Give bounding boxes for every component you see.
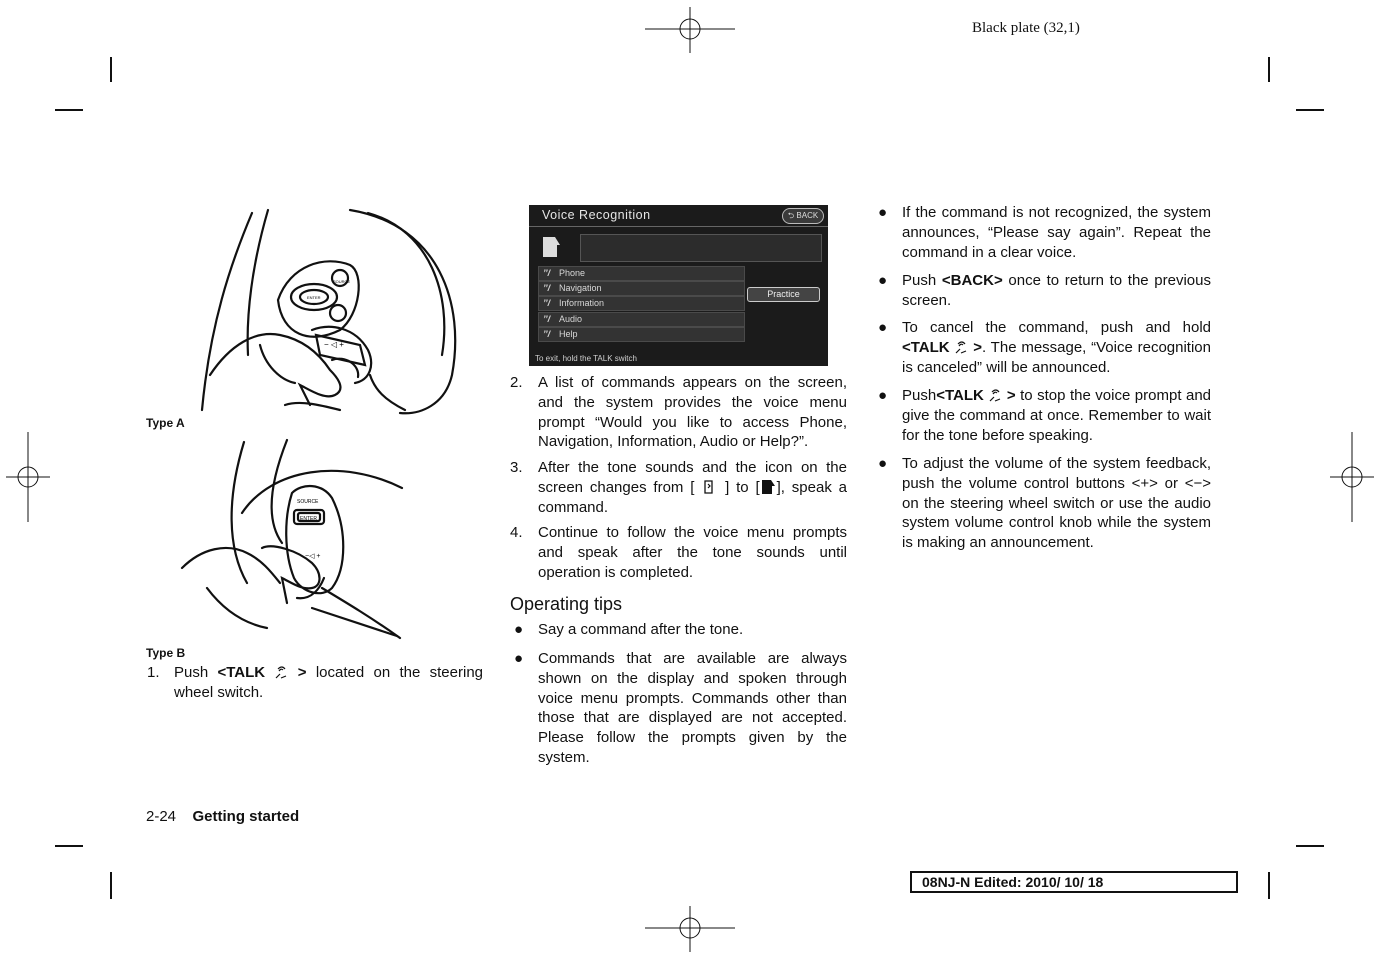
step-1-talk-cmd-end: > (297, 664, 307, 681)
screen-divider (529, 226, 828, 227)
page-footer (146, 808, 299, 826)
talk-icon (988, 389, 1002, 403)
right-bullet-2 (878, 271, 1211, 311)
steering-wheel-type-a-illustration (190, 205, 465, 415)
voice-recognition-screen (529, 205, 828, 366)
back-cmd: <BACK> (941, 272, 1003, 289)
right-bullet-4-post: to stop the voice prompt and give the command at once. Remember to wait for the tone before speaking. (902, 387, 1212, 444)
tip-2 (514, 649, 847, 768)
voice-item-icon: ’’/ (543, 298, 551, 308)
voice-item-icon: ’’/ (543, 283, 551, 293)
screen-item-label: Audio (559, 314, 583, 324)
screen-back-button[interactable]: ⮌ BACK (782, 208, 824, 224)
bullet-dot: ● (878, 387, 888, 404)
tip-1-text: Say a command after the tone. (538, 621, 744, 638)
section-name: Getting started (192, 808, 300, 825)
step-3-number: 3. (510, 459, 523, 476)
screen-item-information[interactable] (538, 296, 745, 311)
screen-item-navigation[interactable] (538, 281, 745, 296)
right-bullet-4-pre: Push (902, 387, 937, 404)
registration-mark-left (4, 432, 52, 522)
screen-item-audio[interactable] (538, 312, 745, 327)
bullet-dot: ● (514, 650, 524, 667)
steering-wheel-type-b-illustration (172, 438, 407, 643)
right-bullet-4 (878, 386, 1211, 445)
step-1-number: 1. (147, 664, 160, 681)
screen-item-phone[interactable] (538, 266, 745, 281)
edited-stamp: 08NJ-N Edited: 2010/ 10/ 18 (910, 871, 1238, 893)
talk-icon (954, 341, 968, 355)
talk-cmd: <TALK (936, 387, 984, 404)
screen-item-help[interactable] (538, 327, 745, 342)
step-1-post: located on the steering wheel switch. (174, 664, 484, 701)
screen-footer-hint: To exit, hold the TALK switch (535, 354, 637, 363)
talk-cmd-end: > (1006, 387, 1016, 404)
right-bullet-5-text: To adjust the volume of the system feedback, push the volume control buttons <+> or <−> on the steering wheel switch or use the audio system volume control knob while the system is making an announcement. (902, 455, 1211, 552)
right-bullet-2-post: once to return to the previous screen. (902, 272, 1211, 309)
right-bullet-3-post: . The message, “Voice recognition is canceled” will be announced. (902, 338, 1211, 376)
step-3-text-b: ] to [ (725, 478, 760, 496)
step-2-number: 2. (510, 374, 523, 391)
step-4 (510, 523, 847, 582)
voice-item-icon: ’’/ (543, 329, 551, 339)
step-2 (510, 373, 847, 452)
step-4-text: Continue to follow the voice menu prompts and speak after the tone sounds until operation is completed. (538, 524, 847, 581)
voice-idle-icon (701, 478, 718, 496)
step-1 (147, 663, 483, 703)
caption-type-a: Type A (146, 416, 185, 430)
bullet-dot: ● (878, 455, 888, 472)
wheel-a-enter-label: ENTER (307, 295, 321, 300)
voice-item-icon: ’’/ (543, 268, 551, 278)
right-bullet-5 (878, 454, 1211, 553)
screen-item-label: Navigation (559, 283, 602, 293)
wheel-b-volume-label: −◁ + (305, 553, 321, 560)
voice-speak-icon (760, 478, 777, 496)
bullet-dot: ● (878, 204, 888, 221)
bullet-dot: ● (878, 272, 888, 289)
step-3 (510, 458, 847, 517)
registration-mark-top (645, 5, 735, 55)
registration-mark-bottom (645, 905, 735, 954)
wheel-b-source-label: SOURCE (297, 499, 319, 505)
talk-cmd: <TALK (902, 338, 950, 356)
screen-recognition-field (580, 234, 822, 262)
talk-cmd-end: > (973, 338, 982, 356)
tip-1 (514, 620, 847, 640)
bullet-dot: ● (878, 319, 888, 336)
page-number: 2-24 (146, 808, 177, 825)
screen-title: Voice Recognition (542, 208, 651, 222)
step-3-text-c: ], speak a command. (538, 478, 848, 516)
caption-type-b: Type B (146, 646, 186, 660)
tip-2-text: Commands that are available are always shown on the display and spoken through voice menu prompts. Commands other than those that are displayed are not accepted. Please follow the prompts given by the system. (538, 650, 847, 766)
voice-item-icon: ’’/ (543, 314, 551, 324)
wheel-a-volume-label: − ◁ + (324, 340, 344, 349)
right-bullet-1 (878, 203, 1211, 262)
step-2-text: A list of commands appears on the screen, and the system provides the voice menu prompt “Would you like to access Phone, Navigation, Information, Audio or Help?”. (538, 374, 847, 451)
screen-item-label: Phone (559, 268, 586, 278)
screen-item-label: Information (559, 298, 605, 308)
plate-label: Black plate (32,1) (972, 20, 1080, 36)
step-1-pre: Push (174, 664, 218, 681)
operating-tips-heading: Operating tips (510, 594, 623, 614)
wheel-b-enter-label: ENTER (300, 516, 317, 522)
step-1-talk-cmd: <TALK (217, 664, 266, 681)
right-bullet-2-pre: Push (902, 272, 942, 289)
wheel-a-source-label: SOURCE (333, 279, 351, 284)
step-3-text-a: After the tone sounds and the icon on the screen changes from [ (538, 459, 847, 496)
right-bullet-3 (878, 318, 1211, 377)
screen-item-label: Help (559, 329, 578, 339)
step-4-number: 4. (510, 524, 523, 541)
talk-icon (274, 666, 288, 680)
screen-practice-button[interactable]: Practice (747, 287, 820, 302)
right-bullet-1-text: If the command is not recognized, the system announces, “Please say again”. Repeat the command in a clear voice. (902, 204, 1211, 261)
registration-mark-right (1328, 432, 1376, 522)
screen-back-label: BACK (796, 211, 819, 220)
bullet-dot: ● (514, 621, 524, 638)
voice-speaker-icon (540, 233, 566, 261)
right-bullet-3-pre: To cancel the command, push and hold (902, 319, 1211, 336)
